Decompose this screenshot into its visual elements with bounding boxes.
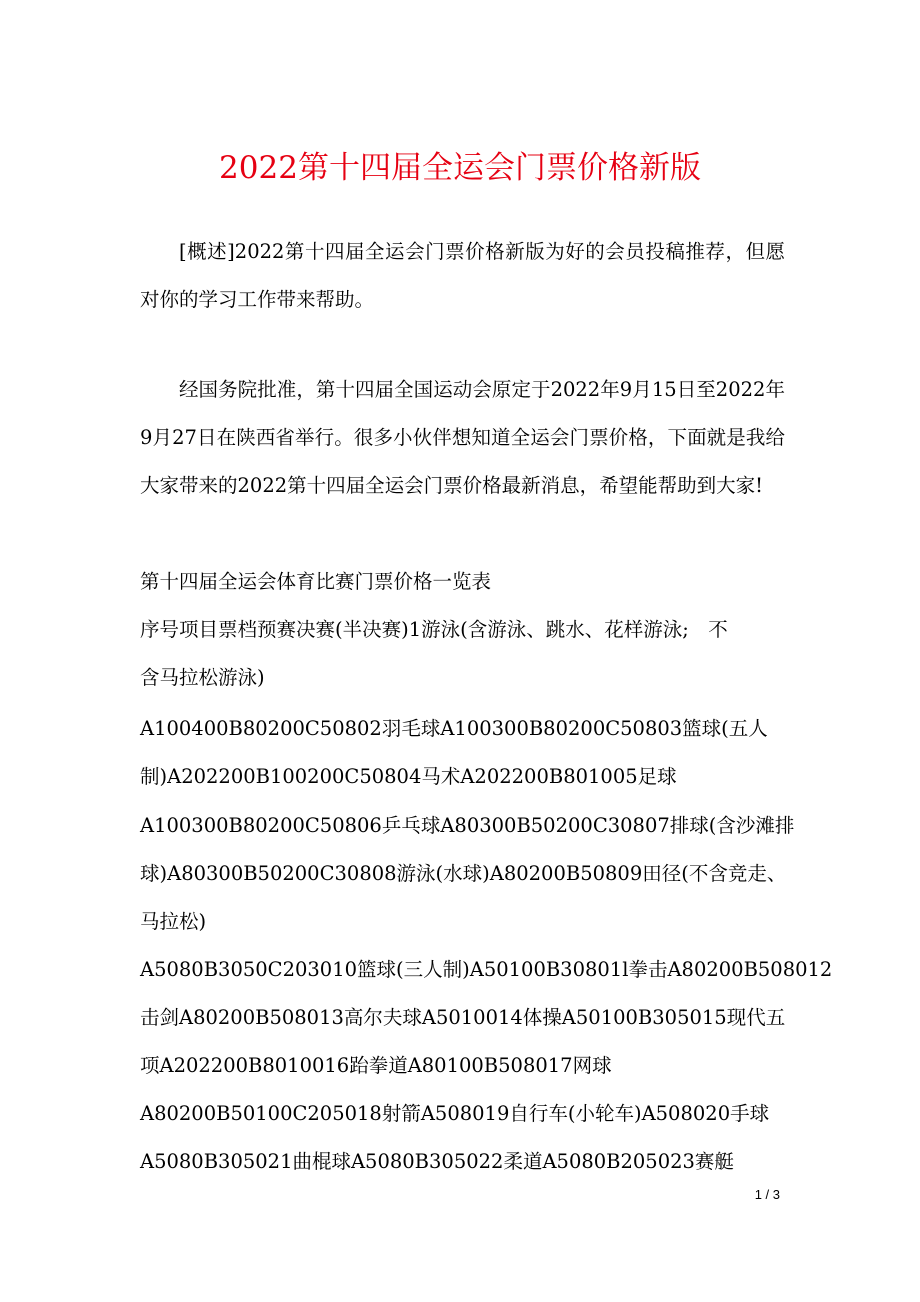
body-line: A5080B3050C203010篮球(三人制)A50100B30801l拳击A80200B508012 — [140, 958, 833, 981]
document-title: 2022第十四届全运会门票价格新版 — [219, 150, 701, 186]
body-line: 序号项目票档预赛决赛(半决赛)1游泳(含游泳、跳水、花样游泳; 不 — [140, 618, 728, 641]
body-line: 含马拉松游泳) — [140, 666, 265, 689]
page-number: 1 / 3 — [754, 1187, 780, 1202]
intro-paragraph: 经国务院批准，第十四届全国运动会原定于2022年9月15日至2022年9月27日在陕西省举行。很多小伙伴想知道全运会门票价格，下面就是我给大家带来的2022第十四届全运会门票价格最新消息，希望能帮助到大家! — [140, 378, 785, 497]
body-line: A100300B80200C50806乒乓球A80300B50200C30807排球(含沙滩排 — [140, 814, 795, 837]
body-line: 马拉松) — [140, 910, 207, 933]
body-line: 击剑A80200B508013高尔夫球A5010014体操A50100B305015现代五 — [140, 1006, 786, 1029]
body-line: A100400B80200C50802羽毛球A100300B80200C50803篮球(五人 — [140, 717, 768, 740]
body-line: 球)A80300B50200C30808游泳(水球)A80200B50809田径(不含竞走、 — [140, 862, 787, 885]
summary-paragraph: [概述]2022第十四届全运会门票价格新版为好的会员投稿推荐，但愿对你的学习工作带来帮助。 — [140, 240, 785, 311]
body-line: A80200B50100C205018射箭A508019自行车(小轮车)A508020手球 — [140, 1102, 770, 1125]
body-line: A5080B305021曲棍球A5080B305022柔道A5080B205023赛艇 — [140, 1150, 734, 1173]
body-line: 制)A202200B100200C50804马术A202200B801005足球 — [140, 765, 677, 788]
body-line: 项A202200B8010016跆拳道A80100B508017网球 — [140, 1054, 612, 1077]
table-heading: 第十四届全运会体育比赛门票价格一览表 — [140, 570, 492, 593]
